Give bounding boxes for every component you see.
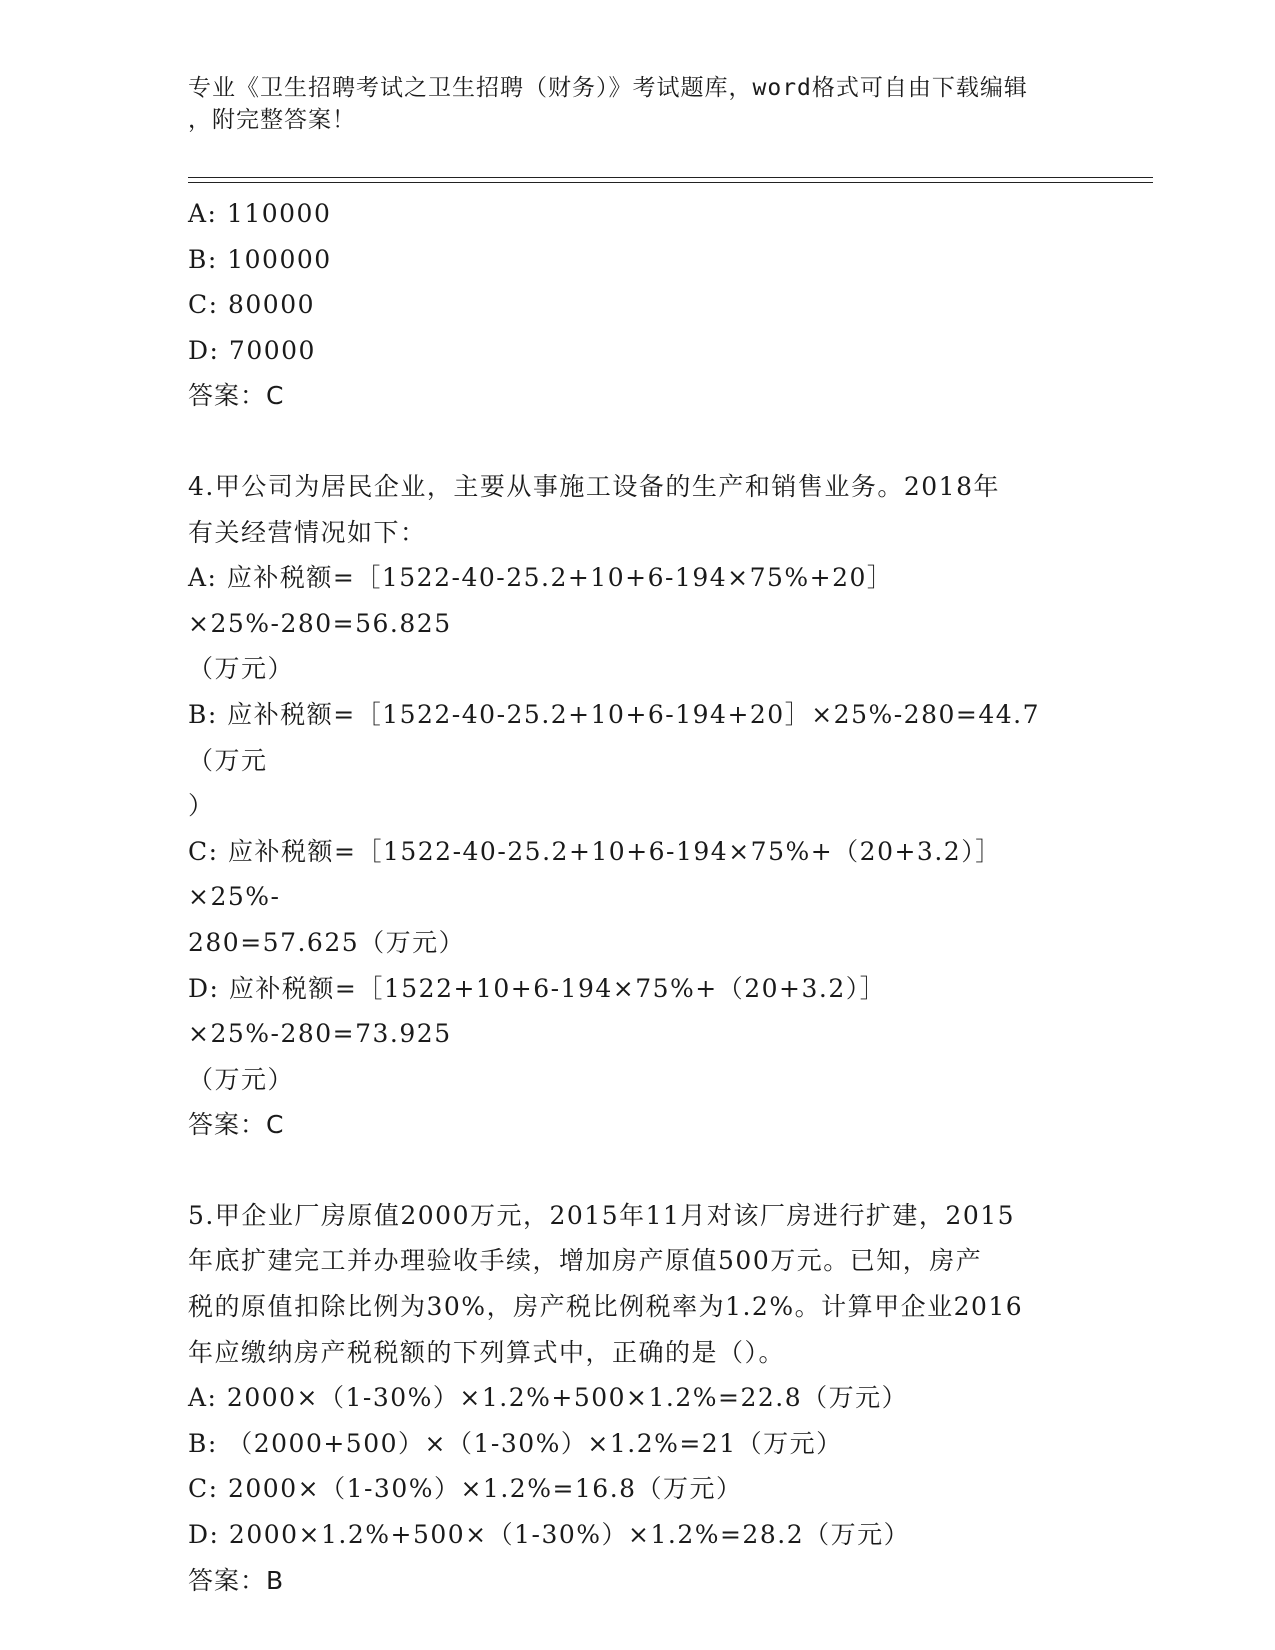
option-b-cont: ） xyxy=(188,791,215,821)
question-stem-cont: 年应缴纳房产税税额的下列算式中，正确的是（）。 xyxy=(188,1337,786,1367)
option-d: D: 70000 xyxy=(188,335,316,365)
option-a: A: 110000 xyxy=(188,199,332,228)
option-b: B: 100000 xyxy=(188,244,332,274)
question-content xyxy=(188,191,1088,1603)
question-stem-cont: 有关经营情况如下： xyxy=(188,517,427,547)
question-stem: 5.甲企业厂房原值2000万元，2015年11月对该厂房进行扩建，2015 xyxy=(188,1200,1016,1230)
header-line-2: ，附完整答案！ xyxy=(188,107,356,133)
spacer xyxy=(188,419,1088,464)
option-b: B: （2000+500）×（1-30%）×1.2%=21（万元） xyxy=(188,1428,843,1458)
page-header xyxy=(188,72,1068,136)
option-c-cont: 280=57.625（万元） xyxy=(188,927,466,957)
question-5 xyxy=(188,1193,1088,1603)
answer-label: 答案：B xyxy=(188,1565,285,1595)
header-divider-bottom xyxy=(188,182,1153,183)
option-b: B: 应补税额=［1522-40-25.2+10+6-194+20］×25%-280=44.7（万元 xyxy=(188,699,1041,775)
option-d: D: 应补税额=［1522+10+6-194×75%+（20+3.2）］×25%-280=73.925 xyxy=(188,973,887,1049)
question-stem-cont: 税的原值扣除比例为30%，房产税比例税率为1.2%。计算甲企业2016 xyxy=(188,1292,1024,1322)
option-c: C: 2000×（1-30%）×1.2%=16.8（万元） xyxy=(188,1474,743,1504)
header-divider-top xyxy=(188,177,1153,178)
question-3-options xyxy=(188,191,1088,419)
spacer xyxy=(188,1148,1088,1193)
question-stem-cont: 年底扩建完工并办理验收手续，增加房产原值500万元。已知，房产 xyxy=(188,1246,983,1276)
option-a-cont: （万元） xyxy=(188,654,295,684)
option-a: A: 2000×（1-30%）×1.2%+500×1.2%=22.8（万元） xyxy=(188,1383,909,1413)
header-line-1: 专业《卫生招聘考试之卫生招聘（财务）》考试题库，word格式可自由下载编辑 xyxy=(188,75,1028,101)
option-d: D: 2000×1.2%+500×（1-30%）×1.2%=28.2（万元） xyxy=(188,1520,911,1550)
answer-label: 答案：C xyxy=(188,381,285,411)
question-stem: 4.甲公司为居民企业，主要从事施工设备的生产和销售业务。2018年 xyxy=(188,471,1000,501)
option-d-cont: （万元） xyxy=(188,1064,295,1094)
question-4 xyxy=(188,464,1088,1148)
option-a: A: 应补税额=［1522-40-25.2+10+6-194×75%+20］×25%-280=56.825 xyxy=(188,563,894,638)
option-c: C: 应补税额=［1522-40-25.2+10+6-194×75%+（20+3.2）］×25%- xyxy=(188,836,1002,912)
answer-label: 答案：C xyxy=(188,1110,285,1140)
option-c: C: 80000 xyxy=(188,290,316,320)
